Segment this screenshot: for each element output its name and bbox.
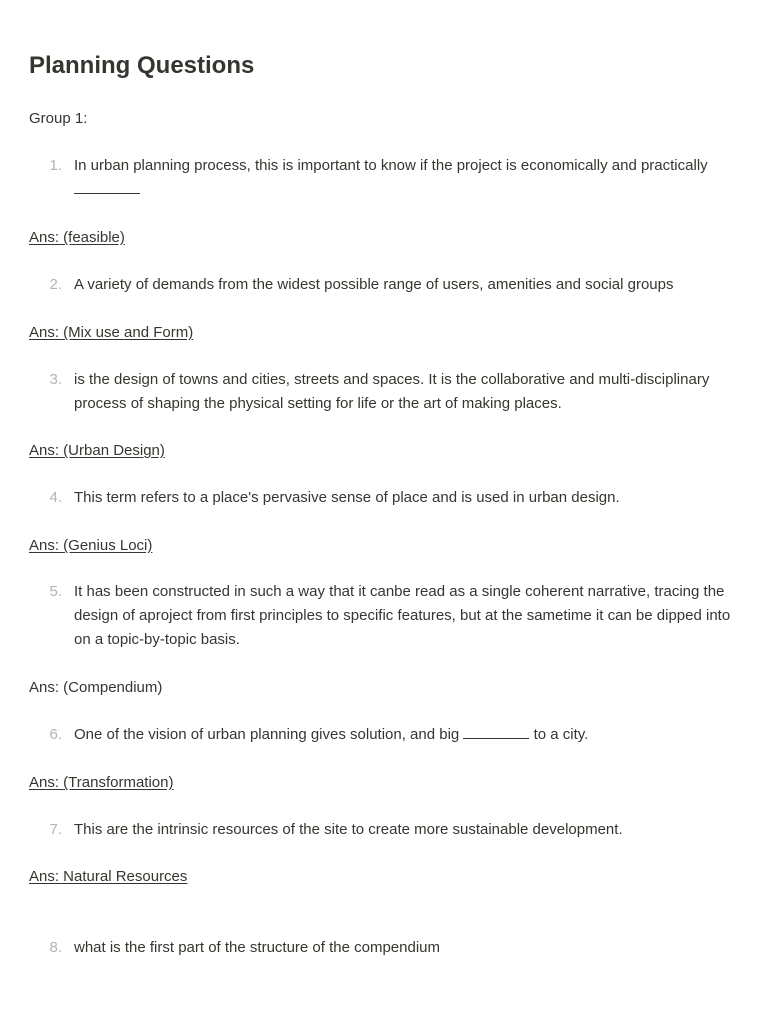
- question-item-8: [29, 936, 741, 960]
- question-item-6: [29, 723, 741, 747]
- question-item-5: [29, 580, 741, 652]
- question-text: A variety of demands from the widest possible range of users, amenities and social groups: [74, 276, 674, 293]
- answer-3: Ans: (Urban Design): [29, 442, 165, 459]
- answer-7: Ans: Natural Resources: [29, 868, 188, 885]
- question-text: what is the first part of the structure of the compendium: [74, 939, 441, 956]
- question-text-part: One of the vision of urban planning gives solution, and big: [74, 726, 460, 743]
- group-label: Group 1:: [29, 110, 88, 127]
- question-text: This term refers to a place's pervasive sense of place and is used in urban design.: [74, 489, 620, 506]
- question-text: is the design of towns and cities, streets and spaces. It is the collaborative and multi-disciplinary process of shaping the physical setting for life or the art of making places.: [74, 371, 710, 412]
- list-number: 8.: [49, 939, 62, 956]
- list-number: 4.: [49, 489, 62, 506]
- answer-6: Ans: (Transformation): [29, 774, 174, 791]
- question-item-4: [29, 486, 741, 510]
- question-text: It has been constructed in such a way that it canbe read as a single coherent narrative, tracing the design of aproject from first principles to specific features, but at the sametime it can be dipped into on a topic-by-topic basis.: [74, 583, 731, 648]
- question-item-3: [29, 368, 741, 416]
- question-text: [74, 723, 741, 747]
- question-item-2: [29, 273, 741, 297]
- fill-in-blank: [463, 723, 529, 739]
- answer-2: Ans: (Mix use and Form): [29, 324, 194, 341]
- question-text-part: to a city.: [533, 726, 589, 743]
- list-number: 7.: [49, 821, 62, 838]
- question-text-part: In urban planning process, this is important to know if the project is economically and practically: [74, 157, 708, 174]
- list-number: 3.: [49, 371, 62, 388]
- question-text: This are the intrinsic resources of the site to create more sustainable development.: [74, 821, 623, 838]
- list-number: 1.: [49, 157, 62, 174]
- fill-in-blank: [74, 178, 140, 194]
- question-item-7: [29, 818, 741, 842]
- question-text: [74, 154, 741, 202]
- list-number: 6.: [49, 726, 62, 743]
- answer-5: Ans: (Compendium): [29, 679, 163, 696]
- answer-4: Ans: (Genius Loci): [29, 537, 153, 554]
- list-number: 5.: [49, 583, 62, 600]
- list-number: 2.: [49, 276, 62, 293]
- answer-1: Ans: (feasible): [29, 229, 125, 246]
- page-title: Planning Questions: [29, 52, 255, 79]
- question-item-1: [29, 154, 741, 202]
